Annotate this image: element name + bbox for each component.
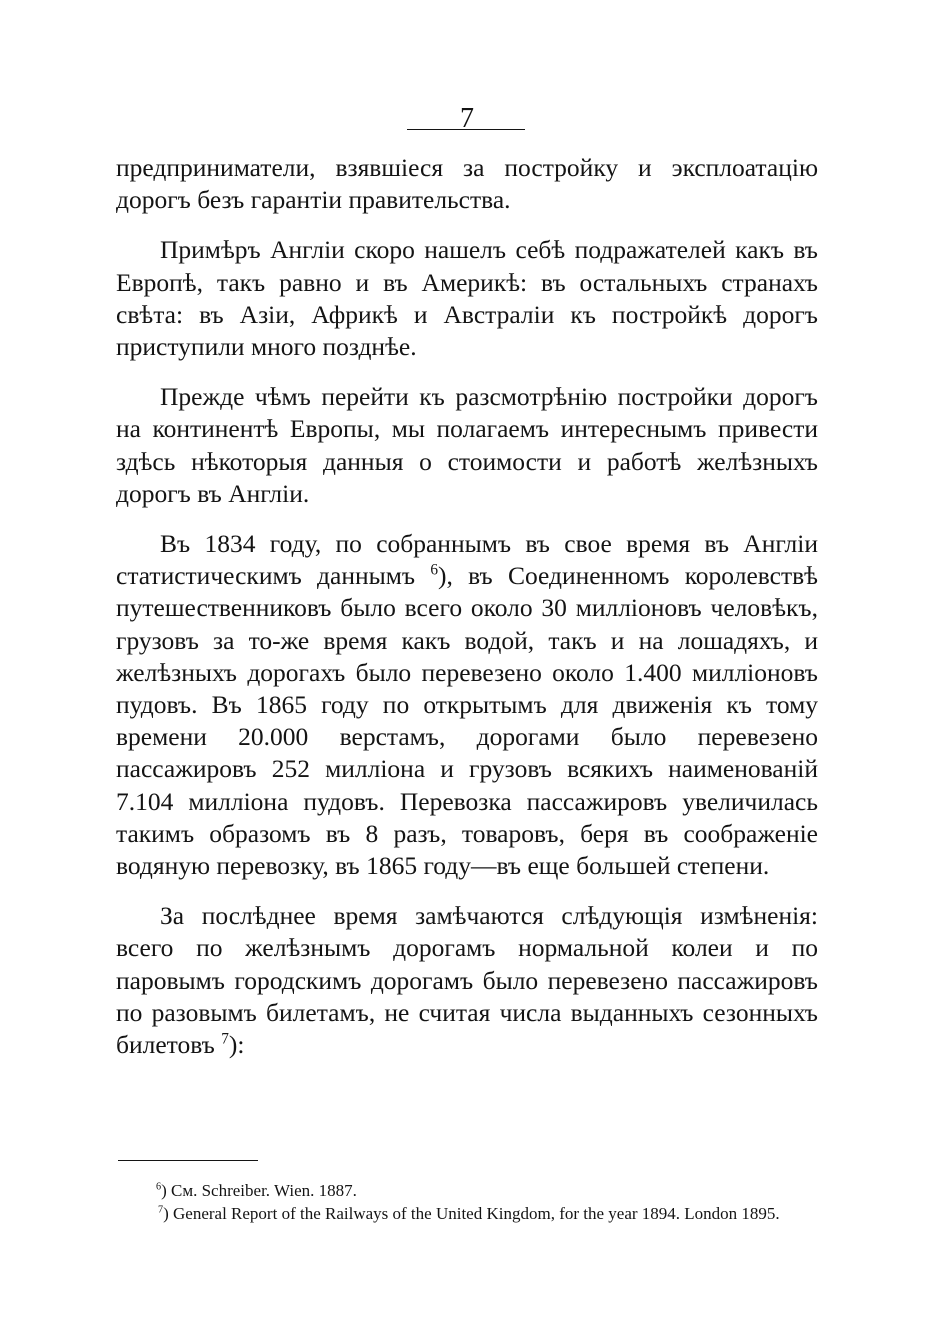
paragraph-recent-changes (116, 900, 818, 1061)
footnote-marker: 7 (158, 1203, 164, 1215)
paragraph-text: ): (228, 1030, 245, 1060)
footnote-text: ) General Report of the Railways of the United Kingdom, for the year 1894. London 1895. (163, 1203, 780, 1223)
footnote-item (118, 1180, 818, 1203)
paragraph-text: Въ 1834 году, по собраннымъ въ свое время въ Англіи статистическимъ даннымъ (116, 529, 818, 591)
page-number: 7 (460, 103, 474, 134)
footnotes (118, 1180, 818, 1225)
footnote-item (118, 1203, 818, 1226)
paragraph-england-example: Примѣръ Англіи скоро нашелъ себѣ подражателей какъ въ Европѣ, такъ равно и въ Америкѣ: въ остальныхъ странахъ свѣта: въ Азіи, Африкѣ и Австраліи къ постройкѣ дорогъ приступили много позднѣе. (116, 235, 818, 362)
body-text (116, 152, 818, 1061)
paragraph-text: За послѣднее время замѣчаются слѣдующія измѣненія: всего по желѣзнымъ дорогамъ нормальной колеи и по паровымъ городскимъ дорогамъ было перевезено пассажировъ по разовымъ билетамъ, не считая числа выданныхъ сезонныхъ билетовъ (116, 901, 818, 1060)
paragraph-before-continent: Прежде чѣмъ перейти къ разсмотрѣнію постройки дорогъ на континентѣ Европы, мы полагаемъ интереснымъ привести здѣсь нѣкоторыя данныя о стоимости и работѣ желѣзныхъ дорогъ въ Англіи. (116, 382, 818, 508)
page-number-rule (407, 129, 525, 130)
paragraph-text: ), въ Соединенномъ королевствѣ путешественниковъ было всего около 30 милліоновъ человѣкъ, грузовъ за то-же время какъ водой, такъ и на лошадяхъ, и желѣзныхъ дорогахъ было перевезено около 1.400 милліоновъ пудовъ. Въ 1865 году по открытымъ для движенія къ тому времени 20.000 верстамъ, дорогами было перевезено пассажировъ 252 милліона и грузовъ всякихъ наименованій 7.104 милліона пудовъ. Перевозка пассажировъ увеличилась такимъ образомъ въ 8 разъ, товаровъ, беря въ соображеніе водяную перевозку, въ 1865 году—въ еще большей степени. (116, 561, 818, 881)
footnote-text: ) См. Schreiber. Wien. 1887. (161, 1181, 357, 1200)
footnote-separator (118, 1160, 258, 1161)
footnote-marker: 6 (156, 1181, 162, 1193)
footnote-reference: 7 (221, 1030, 229, 1048)
paragraph-continuation: предприниматели, взявшіеся за постройку и эксплоатацію дорогъ безъ гарантіи правительства. (116, 153, 818, 215)
footnote-reference: 6 (430, 561, 438, 579)
paragraph-1834-statistics (116, 528, 818, 882)
